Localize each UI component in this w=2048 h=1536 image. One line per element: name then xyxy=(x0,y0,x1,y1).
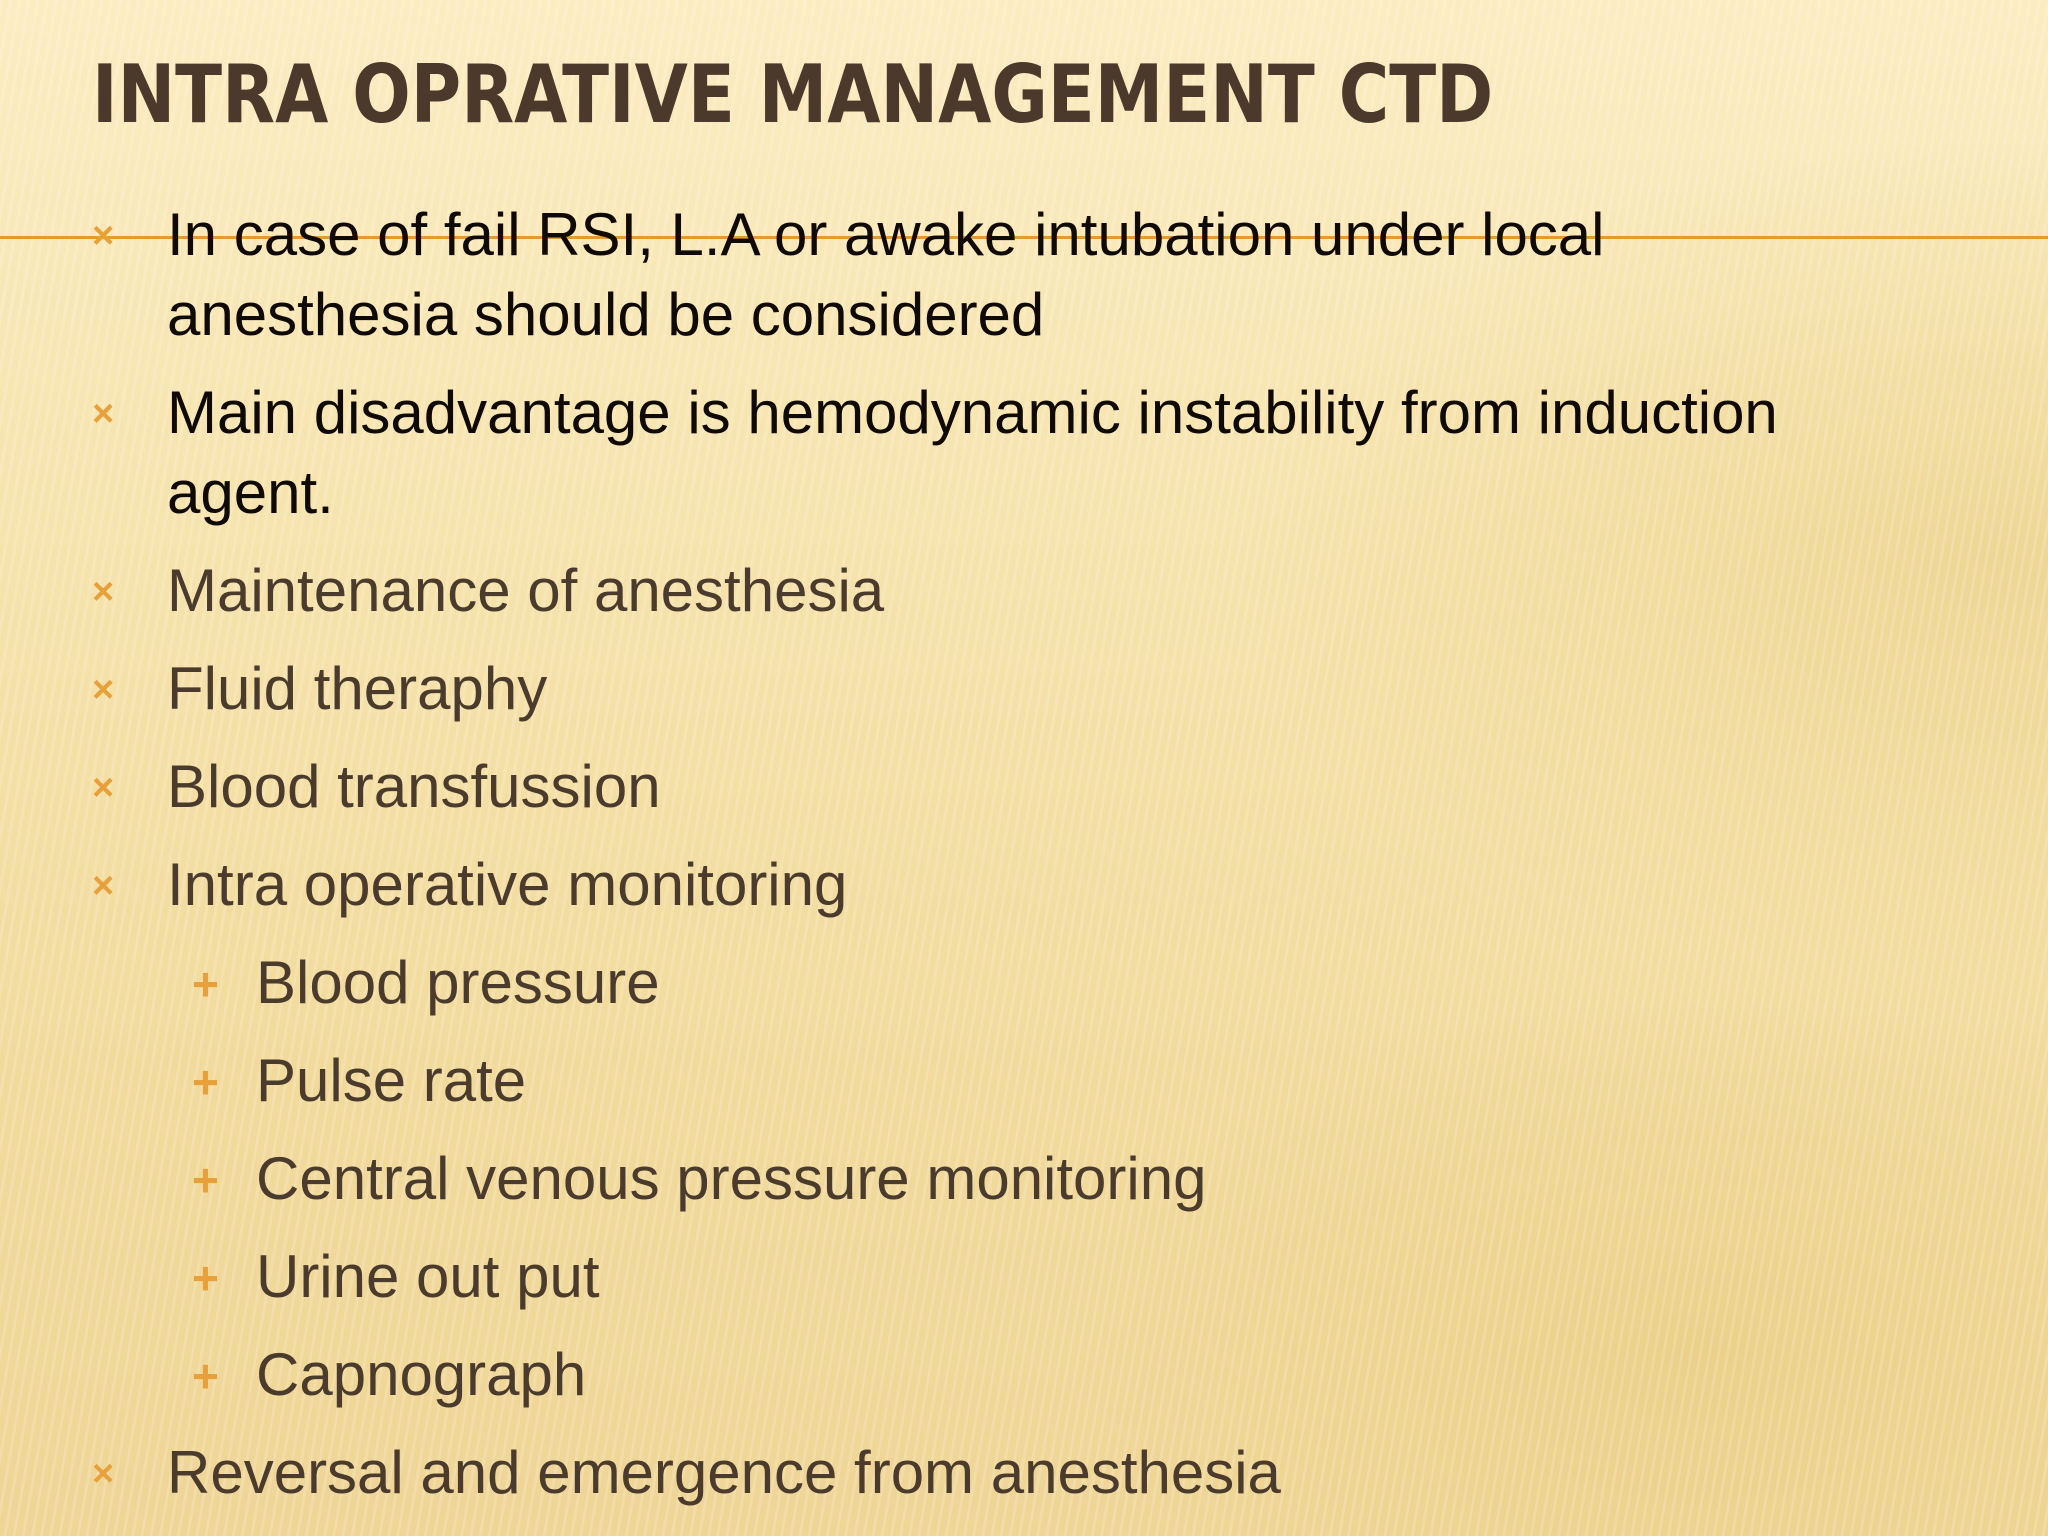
plus-bullet-icon: + xyxy=(192,1350,219,1402)
sub-list-item xyxy=(0,943,2048,1023)
list-item xyxy=(0,551,2048,631)
list-item xyxy=(0,373,2048,533)
x-bullet-icon: × xyxy=(92,215,115,257)
sub-list-item xyxy=(0,1335,2048,1415)
plus-bullet-icon: + xyxy=(192,958,219,1010)
list-item-text: Blood transfussion xyxy=(167,753,661,820)
bullet-list xyxy=(0,195,2048,1513)
list-item-text: Intra operative monitoring xyxy=(167,851,848,918)
plus-bullet-icon: + xyxy=(192,1056,219,1108)
sub-list-item-text: Capnograph xyxy=(256,1341,587,1408)
list-item xyxy=(0,747,2048,827)
x-bullet-icon: × xyxy=(92,571,115,613)
list-item xyxy=(0,649,2048,729)
sub-list-item xyxy=(0,1139,2048,1219)
list-item xyxy=(0,1433,2048,1513)
list-item-text: Main disadvantage is hemodynamic instability from induction agent. xyxy=(167,379,1778,526)
sub-list-item xyxy=(0,1041,2048,1121)
x-bullet-icon: × xyxy=(92,865,115,907)
sub-list-item xyxy=(0,1237,2048,1317)
x-bullet-icon: × xyxy=(92,767,115,809)
sub-list-item-text: Pulse rate xyxy=(256,1047,527,1114)
list-item xyxy=(0,845,2048,925)
list-item-text: Reversal and emergence from anesthesia xyxy=(167,1439,1281,1506)
sub-list-item-text: Central venous pressure monitoring xyxy=(256,1145,1207,1212)
list-item-text: In case of fail RSI, L.A or awake intubation under local anesthesia should be considered xyxy=(167,201,1605,348)
plus-bullet-icon: + xyxy=(192,1154,219,1206)
list-item xyxy=(0,195,2048,355)
plus-bullet-icon: + xyxy=(192,1252,219,1304)
x-bullet-icon: × xyxy=(92,669,115,711)
x-bullet-icon: × xyxy=(92,1453,115,1495)
list-item-text: Fluid theraphy xyxy=(167,655,548,722)
list-item-text: Maintenance of anesthesia xyxy=(167,557,885,624)
slide-title: INTRA OPRATIVE MANAGEMENT CTD xyxy=(92,48,1494,141)
sub-list-item-text: Blood pressure xyxy=(256,949,660,1016)
sub-list-item-text: Urine out put xyxy=(256,1243,600,1310)
x-bullet-icon: × xyxy=(92,393,115,435)
